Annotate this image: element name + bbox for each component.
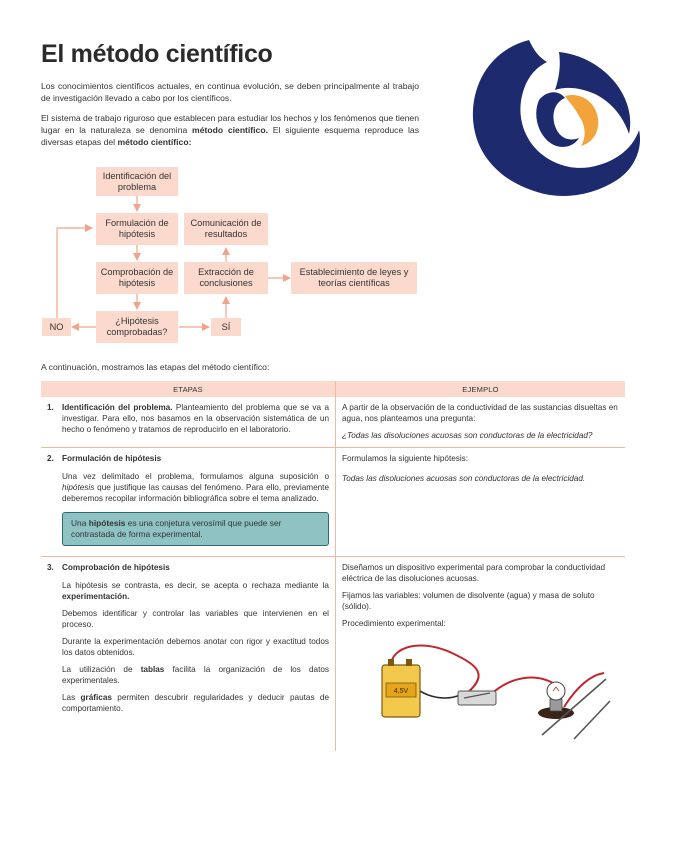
stage-1-text: Identificación del problema. Planteamiento del problema que se va a investigar. Para ello, nos basamos en la observación sistemática de un hecho o fenómeno y tratamos de reproducirlo en el laboratorio. [62, 403, 329, 434]
stage-3-number: 3. [47, 563, 54, 572]
table-row [41, 557, 625, 752]
stage-3-paragraph: Durante la experimentación debemos anotar con rigor y exactitud todos los datos obtenidos. [62, 637, 329, 657]
box-si: SÍ [211, 318, 241, 336]
stage-2-title: Formulación de hipótesis [62, 454, 162, 463]
intro-paragraph-2: El sistema de trabajo riguroso que establecen para estudiar los hechos y los fenómenos que tienen lugar en la naturaleza se denomina método científico. El siguiente esquema reproduce las diversas etapas del método científico: [41, 113, 420, 147]
box-comprobacion: Comprobación de hipótesis [96, 262, 178, 294]
stage-3-paragraph: Las gráficas permiten descubrir regularidades y deducir pautas de comportamiento. [62, 693, 329, 713]
electrode-icon [574, 701, 610, 739]
intro-paragraph-1: Los conocimientos científicos actuales, en continua evolución, se deben principalmente al trabajo de investigación llevado a cabo por los científicos. [41, 81, 419, 103]
stage-1-number: 1. [47, 403, 54, 412]
wire-red-2 [490, 678, 556, 695]
stage-2-cell [41, 448, 336, 557]
example-2-text: Formulamos la siguiente hipótesis: [342, 454, 469, 463]
stage-2-number: 2. [47, 454, 54, 463]
stage-3-cell [41, 557, 336, 752]
stages-table [41, 381, 625, 751]
battery-terminal-icon [406, 659, 412, 666]
example-3-cell [336, 557, 626, 752]
battery-terminal-icon [388, 659, 394, 666]
example-1-question: ¿Todas las disoluciones acuosas son conductoras de la electricidad? [342, 431, 593, 440]
hipotesis-definition-box: Una hipótesis es una conjetura verosímil que puede ser contrastada de forma experimental. [62, 512, 329, 546]
switch-icon [458, 691, 496, 705]
example-1-cell [336, 397, 626, 448]
header-etapas: ETAPAS [41, 381, 336, 397]
table-row [41, 448, 625, 557]
example-3-text: Diseñamos un dispositivo experimental para comprobar la conductividad eléctrica de las disoluciones acuosas. [342, 563, 606, 583]
example-1-text: A partir de la observación de la conductividad de las sustancias disueltas en agua, nos planteamos una pregunta: [342, 403, 618, 423]
page-title: El método científico [41, 40, 273, 68]
box-formulacion: Formulación de hipótesis [96, 213, 178, 245]
bulb-icon [547, 682, 565, 700]
table-intro: A continuación, mostramos las etapas del método científico: [41, 362, 270, 372]
wire-red-3 [564, 673, 604, 707]
stage-3-paragraph: La hipótesis se contrasta, es decir, se acepta o rechaza mediante la experimentación. [62, 581, 329, 601]
box-establecimiento: Establecimiento de leyes y teorías científicas [291, 262, 417, 294]
example-2-cell [336, 448, 626, 557]
box-identificacion: Identificación del problema [96, 167, 178, 196]
stage-3-title: Comprobación de hipótesis [62, 563, 170, 572]
stage-3-paragraph: Debemos identificar y controlar las variables que intervienen en el proceso. [62, 609, 329, 629]
example-3-procedure: Procedimiento experimental: [342, 619, 446, 628]
table-header [41, 381, 625, 397]
box-comunicacion: Comunicación de resultados [184, 213, 268, 245]
box-no: NO [42, 318, 71, 336]
table-row [41, 397, 625, 448]
box-extraccion: Extracción de conclusiones [184, 262, 268, 294]
example-3-variables: Fijamos las variables: volumen de disolvente (agua) y masa de soluto (sólido). [342, 591, 595, 611]
experiment-illustration [342, 635, 612, 745]
box-hipotesis-comprobadas: ¿Hipótesis comprobadas? [96, 311, 178, 343]
stage-1-cell [41, 397, 336, 448]
example-2-hypothesis: Todas las disoluciones acuosas son conductoras de la electricidad. [342, 474, 586, 483]
stage-3-paragraph: La utilización de tablas facilita la organización de los datos experimentales. [62, 665, 329, 685]
stage-2-text: Una vez delimitado el problema, formulamos alguna suposición o hipótesis que justifique las causas del fenómeno. Para ello, previamente deberemos recopilar información bibliográfica sobre el tema analizado. [62, 472, 329, 503]
header-ejemplo: EJEMPLO [336, 381, 626, 397]
battery-label: 4,5V [393, 688, 409, 695]
stage-3-text [62, 580, 329, 714]
bulb-socket-icon [550, 699, 562, 711]
